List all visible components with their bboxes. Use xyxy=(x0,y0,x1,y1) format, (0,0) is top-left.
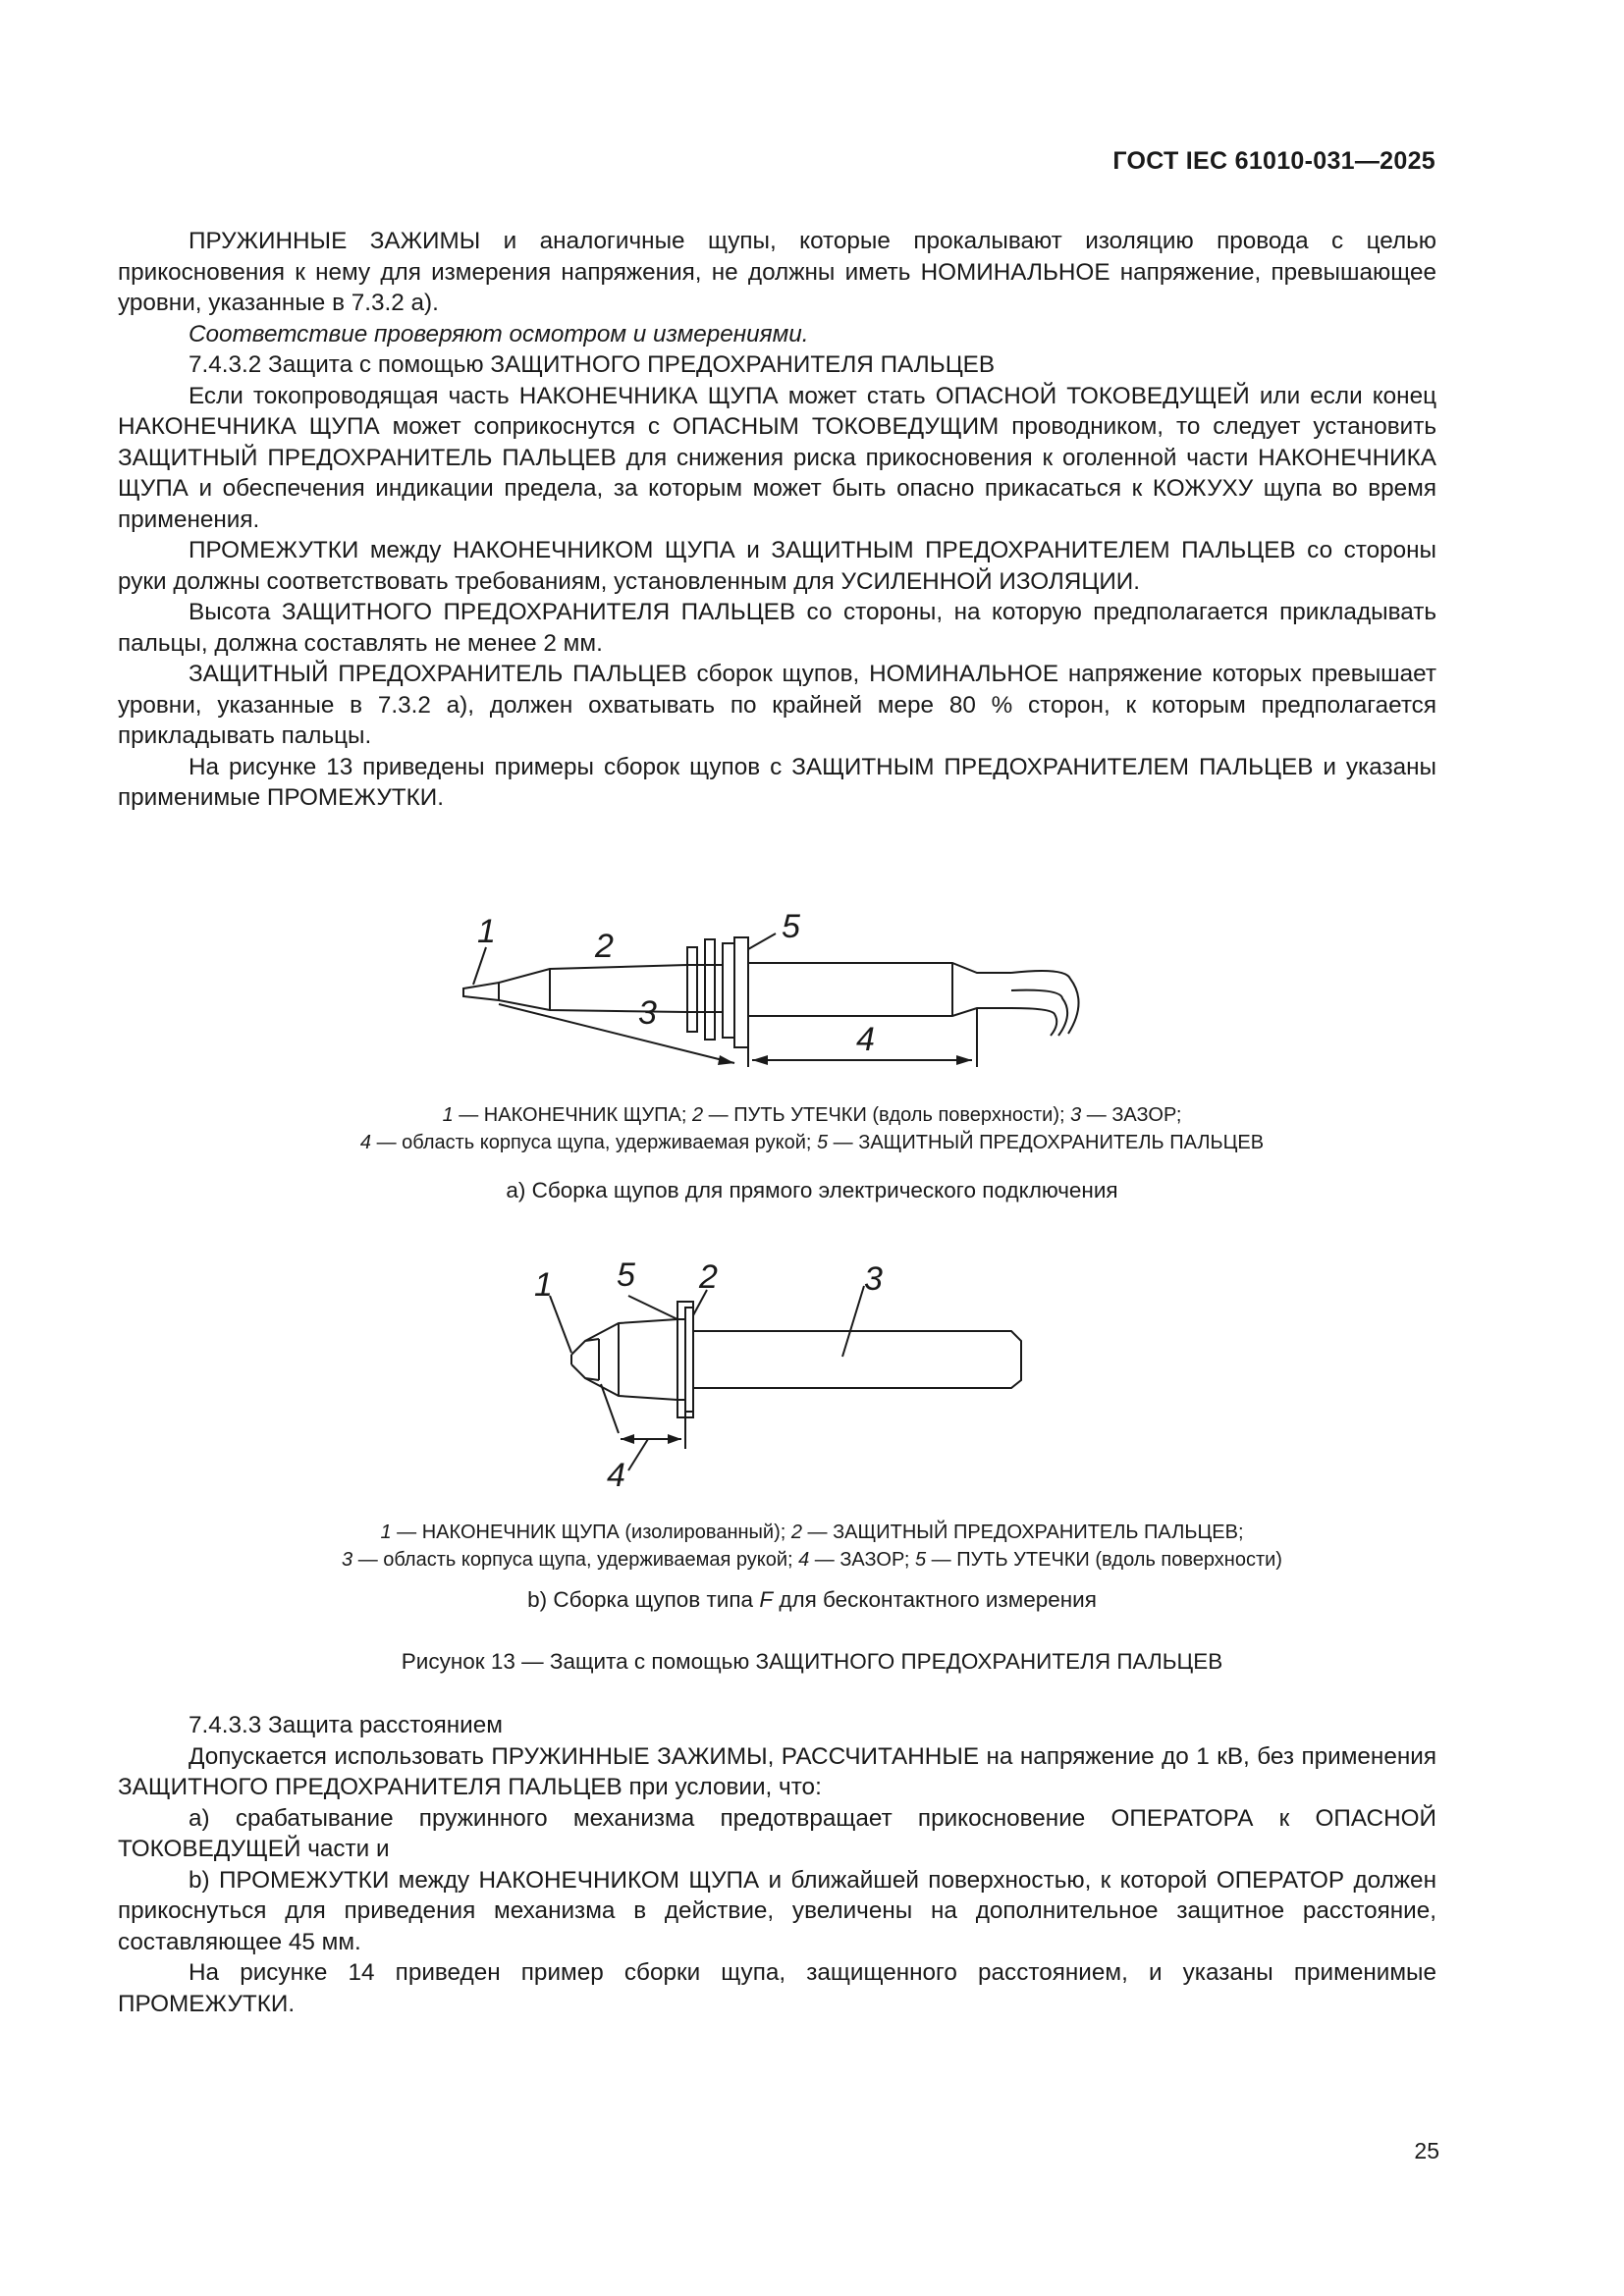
compliance-note: Соответствие проверяют осмотром и измерениями. xyxy=(189,320,809,347)
figure-b-label-4: 4 xyxy=(607,1457,625,1492)
paragraph: На рисунке 13 приведены примеры сборок щупов с ЗАЩИТНЫМ ПРЕДОХРАНИТЕЛЕМ ПАЛЬЦЕВ и указаны применимые ПРОМЕЖУТКИ. xyxy=(118,753,1436,811)
figure-b-label-2: 2 xyxy=(699,1258,718,1296)
figure-a-label-2: 2 xyxy=(595,928,614,965)
figure-a-label-4: 4 xyxy=(856,1021,875,1058)
text-block-2 xyxy=(118,1710,1436,2019)
figure-a-label-5: 5 xyxy=(782,908,800,945)
figure-b-label-1: 1 xyxy=(534,1266,553,1304)
figure-a-label-1: 1 xyxy=(477,913,496,950)
figure-b-label-5: 5 xyxy=(617,1256,635,1294)
figure-a-label-3: 3 xyxy=(638,994,657,1032)
paragraph: ПРУЖИННЫЕ ЗАЖИМЫ и аналогичные щупы, которые прокалывают изоляцию провода с целью прикосновения к нему для измерения напряжения, не должны иметь НОМИНАЛЬНОЕ напряжение, превышающее уровни, указанные в 7.3.2 а). xyxy=(118,228,1436,316)
paragraph: Высота ЗАЩИТНОГО ПРЕДОХРАНИТЕЛЯ ПАЛЬЦЕВ со стороны, на которую предполагается прикладывать пальцы, должна составлять не менее 2 мм. xyxy=(118,599,1436,657)
figure-caption: Рисунок 13 — Защита с помощью ЗАЩИТНОГО ПРЕДОХРАНИТЕЛЯ ПАЛЬЦЕВ xyxy=(401,1649,1223,1674)
document-header: ГОСТ IEC 61010-031—2025 xyxy=(1112,147,1435,175)
section-heading: 7.4.3.3 Защита расстоянием xyxy=(189,1712,503,1738)
page-number: 25 xyxy=(1414,2138,1439,2163)
list-item: b) ПРОМЕЖУТКИ между НАКОНЕЧНИКОМ ЩУПА и ближайшей поверхностью, к которой ОПЕРАТОР должен прикоснуться для приведения механизма в действие, увеличены на дополнительное защитное расстояние, составляющее 45 мм. xyxy=(118,1866,1436,1955)
paragraph: ЗАЩИТНЫЙ ПРЕДОХРАНИТЕЛЬ ПАЛЬЦЕВ сборок щупов, НОМИНАЛЬНОЕ напряжение которых превышает уровни, указанные в 7.3.2 а), должен охватывать по крайней мере 80 % сторон, к которым предполагается прикладывать пальцы. xyxy=(118,661,1436,749)
section-heading: 7.4.3.2 Защита с помощью ЗАЩИТНОГО ПРЕДОХРАНИТЕЛЯ ПАЛЬЦЕВ xyxy=(189,351,996,378)
paragraph: ПРОМЕЖУТКИ между НАКОНЕЧНИКОМ ЩУПА и ЗАЩИТНЫМ ПРЕДОХРАНИТЕЛЕМ ПАЛЬЦЕВ со стороны руки должны соответствовать требованиям, установленным для УСИЛЕННОЙ ИЗОЛЯЦИИ. xyxy=(118,537,1436,595)
figure-b-label-3: 3 xyxy=(864,1260,883,1298)
paragraph: На рисунке 14 приведен пример сборки щупа, защищенного расстоянием, и указаны применимые ПРОМЕЖУТКИ. xyxy=(118,1959,1436,2017)
paragraph: Допускается использовать ПРУЖИННЫЕ ЗАЖИМЫ, РАССЧИТАННЫЕ на напряжение до 1 кВ, без применения ЗАЩИТНОГО ПРЕДОХРАНИТЕЛЯ ПАЛЬЦЕВ при условии, что: xyxy=(118,1742,1436,1800)
text-block-1 xyxy=(118,226,1436,814)
list-item: а) срабатывание пружинного механизма предотвращает прикосновение ОПЕРАТОРА к ОПАСНОЙ ТОКОВЕДУЩЕЙ части и xyxy=(118,1804,1436,1862)
figure-b-drawing xyxy=(0,1256,1624,1492)
figure-a-subcaption: а) Сборка щупов для прямого электрического подключения xyxy=(506,1178,1118,1202)
figure-a-drawing xyxy=(0,898,1624,1075)
paragraph: Если токопроводящая часть НАКОНЕЧНИКА ЩУПА может стать ОПАСНОЙ ТОКОВЕДУЩЕЙ или если конец НАКОНЕЧНИКА ЩУПА может соприкоснутся с ОПАСНЫМ ТОКОВЕДУЩИМ проводником, то следует установить ЗАЩИТНЫЙ ПРЕДОХРАНИТЕЛЬ ПАЛЬЦЕВ для снижения риска прикосновения к оголенной части НАКОНЕЧНИКА ЩУПА и обеспечения индикации предела, за которым может быть опасно прикасаться к КОЖУХУ щупа во время применения. xyxy=(118,382,1436,533)
figure-a-legend: 1 — НАКОНЕЧНИК ЩУПА; 2 — ПУТЬ УТЕЧКИ (вдоль поверхности); 3 — ЗАЗОР; 4 — область корпуса щупа, удерживаемая рукой; 5 — ЗАЩИТНЫЙ ПРЕДОХРАНИТЕЛЬ ПАЛЬЦЕВ xyxy=(359,1104,1265,1153)
figure-b-legend: 1 — НАКОНЕЧНИК ЩУПА (изолированный); 2 — ЗАЩИТНЫЙ ПРЕДОХРАНИТЕЛЬ ПАЛЬЦЕВ; 3 — область корпуса щупа, удерживаемая рукой; 4 — ЗАЗОР; 5 — ПУТЬ УТЕЧКИ (вдоль поверхности) xyxy=(342,1522,1282,1571)
figure-b-subcaption: b) Сборка щупов типа F для бесконтактного измерения xyxy=(527,1587,1097,1612)
